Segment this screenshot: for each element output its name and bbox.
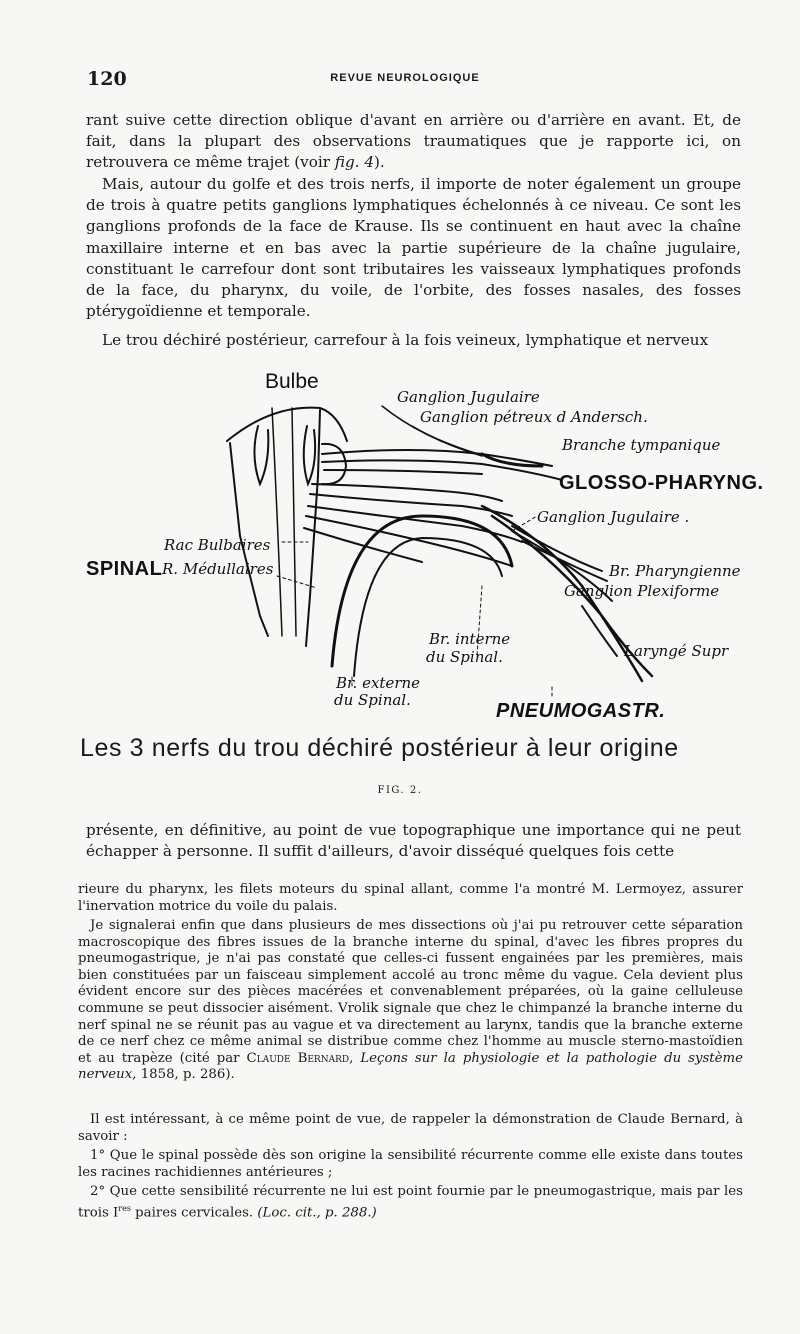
label-ganglion-plexiforme: Ganglion Plexiforme [564, 582, 720, 600]
figure-reference: fig. 4 [334, 153, 374, 172]
label-br-interne: Br. interne [429, 630, 511, 648]
page-number: 120 [87, 68, 127, 90]
paragraph-1-text-a: rant suive cette direction oblique d'avant en arrière ou d'arrière en avant. Et, de fait, dans la plupart des observations traumatiques que je rapporte ici, on retrouvera ce même trajet (voir [86, 111, 741, 172]
label-r-medullaires: R. Médullaires [162, 560, 274, 578]
small-paragraph-1: rieure du pharynx, les filets moteurs du spinal allant, comme l'a montré M. Lermoyez, assurer l'inervation motrice du voile du palais. [78, 882, 743, 914]
cited-work: Leçons sur la physiologie et la pathologie du système nerveux [78, 1050, 744, 1083]
cited-author: Claude Bernard [246, 1050, 350, 1066]
small-paragraph-5-text-b: paires cervicales. [130, 1205, 258, 1221]
paragraph-4: présente, en définitive, au point de vue topographique une importance qui ne peut échapper à personne. Il suffit d'ailleurs, d'avoir disséqué quelques fois cette [86, 821, 741, 861]
label-ganglion-jugulaire-top: Ganglion Jugulaire [397, 388, 540, 406]
figure-label: FIG. 2. [377, 785, 423, 796]
label-branche-tympanique: Branche tympanique [562, 436, 721, 454]
small-paragraph-5 [78, 1184, 743, 1222]
figure-title: Les 3 nerfs du trou déchiré postérieur à leur origine [80, 734, 679, 762]
label-ganglion-petreux: Ganglion pétreux d Andersch. [420, 408, 648, 426]
small-paragraph-4: 1° Que le spinal possède dès son origine la sensibilité récurrente comme elle existe dans toutes les racines rachidiennes antérieures ; [78, 1148, 743, 1180]
label-br-interne-spinal: du Spinal. [426, 648, 503, 666]
label-glosso-pharyngien: GLOSSO-PHARYNG. [559, 472, 764, 494]
label-br-externe: Br. externe [336, 674, 421, 692]
paragraph-1 [86, 110, 741, 174]
small-paragraph-2-text-a: Je signalerai enfin que dans plusieurs de mes dissections où j'ai pu retrouver cette séparation macroscopique des fibres issues de la branche interne du spinal, d'avec les fibres propres du pneumogastrique, je n'ai pas constaté que celles-ci fussent engainées par les premières, mais bien constituées par un faisceau simplement accolé au tronc même du vague. Cela devient plus évident encore sur des pièces macérées et convenablement préparées, où la gaine celluleuse commune se peut dissocier aisément. Vrolik signale que chez le chimpanzé la branche interne du nerf spinal ne se réunit pas au vague et va directement au larynx, tandis que la branche externe de ce nerf chez ce même animal se distribue comme chez l'homme au muscle sterno-mastoïdien et au trapèze (cité par [78, 918, 743, 1066]
small-paragraph-2-text-c: , 1858, p. 286). [132, 1067, 235, 1083]
paragraph-2: Mais, autour du golfe et des trois nerfs, il importe de noter également un groupe de trois à quatre petits ganglions lymphatiques échelonnés à ce niveau. Ce sont les ganglions profonds de la face de Krause. Ils se continuent en haut avec la chaîne maxillaire interne et en bas avec la partie supérieure de la chaîne jugulaire, constituant le carrefour dont sont tributaires les vaisseaux lymphatiques profonds de la face, du pharynx, du voile, de l'orbite, des fosses nasales, des fosses ptérygoïdienne et temporale. [86, 175, 741, 321]
running-title: REVUE NEUROLOGIQUE [330, 72, 480, 84]
label-rac-bulbaires: Rac Bulbaires [164, 536, 271, 554]
paragraph-3: Le trou déchiré postérieur, carrefour à la fois veineux, lymphatique et nerveux [102, 331, 709, 349]
small-paragraph-2-text-b: , [349, 1050, 361, 1066]
label-ganglion-jugulaire-mid: Ganglion Jugulaire . [537, 508, 690, 526]
superscript-res: res [118, 1203, 131, 1213]
paragraph-1-text-b: ). [374, 153, 385, 172]
small-paragraph-3: Il est intéressant, à ce même point de vue, de rappeler la démonstration de Claude Bernard, à savoir : [78, 1112, 743, 1144]
label-larynge-sup: Laryngé Supr [624, 642, 729, 660]
small-paragraph-5-text-a: 2° Que cette sensibilité récurrente ne lui est point fournie par le pneumogastrique, mais par les trois I [78, 1184, 743, 1221]
label-br-externe-spinal: du Spinal. [334, 691, 411, 709]
figure-nerves-diagram [82, 366, 764, 724]
small-paragraph-2 [78, 918, 743, 1084]
page-header [87, 68, 723, 90]
label-spinal: SPINAL [86, 558, 163, 580]
label-bulbe: Bulbe [265, 370, 319, 393]
loc-cit-reference: (Loc. cit., p. 288.) [257, 1205, 377, 1221]
label-pneumogastrique: PNEUMOGASTR. [496, 700, 666, 722]
label-br-pharyngienne: Br. Pharyngienne [609, 562, 741, 580]
